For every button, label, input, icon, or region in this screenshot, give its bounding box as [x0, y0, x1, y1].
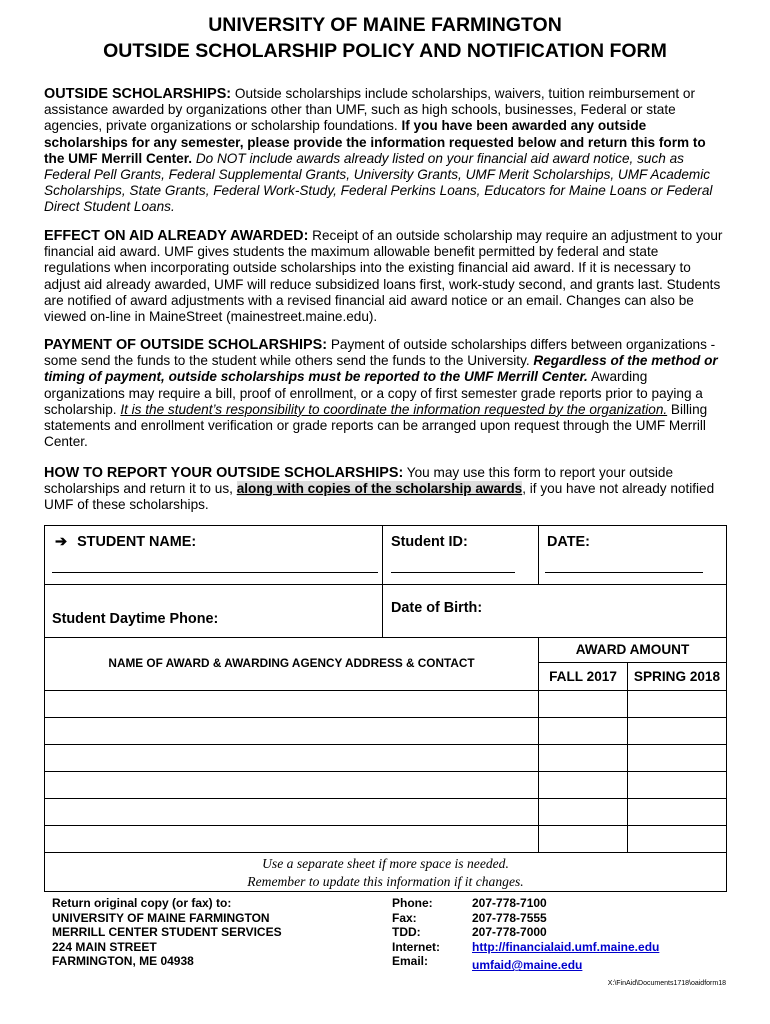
daytime-phone-label: Student Daytime Phone: — [52, 611, 219, 627]
student-name-label: STUDENT NAME: — [77, 534, 197, 550]
student-id-cell[interactable] — [383, 526, 539, 585]
contact-values — [472, 896, 659, 973]
spring-amount-input[interactable] — [628, 772, 727, 799]
address-line: MERRILL CENTER STUDENT SERVICES — [52, 925, 282, 940]
payment-italic-underline: It is the student’s responsibility to coordinate the information requested by the organization. — [120, 401, 668, 417]
spring-amount-input[interactable] — [628, 718, 727, 745]
form-note-cell — [45, 853, 727, 892]
email-link[interactable]: umfaid@maine.edu — [472, 958, 583, 973]
outside-heading: OUTSIDE SCHOLARSHIPS: — [44, 86, 232, 102]
title-line-2: OUTSIDE SCHOLARSHIP POLICY AND NOTIFICATION FORM — [103, 40, 667, 62]
section-effect-on-aid — [44, 228, 726, 325]
spring-amount-input[interactable] — [628, 799, 727, 826]
fax-value: 207-778-7555 — [472, 910, 547, 925]
fall-header: FALL 2017 — [539, 663, 628, 691]
dob-cell[interactable] — [383, 585, 727, 638]
note-separate-sheet: Use a separate sheet if more space is needed. — [262, 856, 509, 871]
student-id-line[interactable] — [391, 572, 515, 573]
address-line: Return original copy (or fax) to: — [52, 896, 232, 910]
internet-label: Internet: — [392, 939, 440, 954]
phone-label: Phone: — [392, 896, 433, 910]
payment-text-1: Payment of outside scholarships differs between organizations - some send the funds to the student while others send the funds to the University. — [44, 337, 716, 369]
arrow-icon: ➔ — [55, 534, 68, 550]
award-name-input[interactable] — [45, 799, 539, 826]
document-path: X:\FinAid\Documents1718\oaidform18 — [607, 980, 726, 987]
award-row — [45, 799, 727, 826]
award-name-input[interactable] — [45, 718, 539, 745]
award-name-input[interactable] — [45, 826, 539, 853]
payment-text-2: Awarding organizations may require a bill, proof of enrollment, or a copy of first semester grade reports prior to paying a scholarship. — [44, 369, 703, 417]
tdd-value: 207-778-7000 — [472, 925, 547, 940]
spring-amount-input[interactable] — [628, 826, 727, 853]
award-name-input[interactable] — [45, 745, 539, 772]
section-outside-scholarships — [44, 86, 726, 216]
contact-labels — [392, 896, 440, 969]
address-line: FARMINGTON, ME 04938 — [52, 954, 194, 969]
award-name-header-cell — [45, 638, 539, 691]
student-id-label: Student ID: — [391, 534, 468, 550]
award-row — [45, 718, 727, 745]
payment-heading: PAYMENT OF OUTSIDE SCHOLARSHIPS: — [44, 337, 328, 353]
title-line-1: UNIVERSITY OF MAINE FARMINGTON — [208, 14, 562, 36]
award-row — [45, 691, 727, 718]
spring-amount-input[interactable] — [628, 745, 727, 772]
howto-highlight: along with copies of the scholarship awards — [236, 481, 523, 497]
award-name-input[interactable] — [45, 691, 539, 718]
internet-link[interactable]: http://financialaid.umf.maine.edu — [472, 939, 660, 954]
outside-text: Outside scholarships include scholarships, waivers, tuition reimbursement or assistance awarded by organizations other than UMF, such as high schools, businesses, Federal or state agencies, private organizations or scholarship foundations. — [44, 86, 695, 134]
outside-italic: Do NOT include awards already listed on your financial aid award notice, such as Federal Pell Grants, Federal Supplemental Grants, University Grants, UMF Merit Scholarships, UMF Academic Scholarships, State Grants, Federal Work-Study, Federal Perkins Loans, Educators for Maine Loans or Federal Direct Student Loans. — [44, 150, 713, 215]
email-label: Email: — [392, 954, 429, 969]
payment-bold-italic: Regardless of the method or timing of payment, outside scholarships must be reported to the UMF Merrill Center. — [44, 353, 718, 385]
effect-text: Receipt of an outside scholarship may require an adjustment to your financial aid award. UMF gives students the maximum allowable benefit permitted by federal and state regulations when incorporating outside scholarships into the existing financial aid award. If it is necessary to adjust aid already awarded, UMF will reduce subsidized loans first, work-study second, and grants last. Students are notified of award adjustments with a revised financial aid award notice or an email. Changes can also be viewed on-line in MaineStreet (mainestreet.maine.edu). — [44, 228, 723, 325]
dob-label: Date of Birth: — [391, 600, 483, 616]
date-cell[interactable] — [539, 526, 727, 585]
return-address — [52, 896, 282, 969]
section-payment — [44, 337, 726, 450]
spring-amount-input[interactable] — [628, 691, 727, 718]
student-name-line[interactable] — [52, 572, 378, 573]
award-name-input[interactable] — [45, 772, 539, 799]
section-how-to-report — [44, 465, 726, 514]
spring-header: SPRING 2018 — [628, 663, 727, 691]
award-name-header: NAME OF AWARD & AWARDING AGENCY ADDRESS & CONTACT — [108, 656, 475, 670]
award-row — [45, 772, 727, 799]
fall-amount-input[interactable] — [539, 691, 628, 718]
award-row — [45, 826, 727, 853]
date-label: DATE: — [547, 534, 590, 550]
phone-value: 207-778-7100 — [472, 896, 547, 910]
fall-amount-input[interactable] — [539, 826, 628, 853]
payment-text-3: Billing statements and enrollment verification or grade reports can be arranged upon request through the UMF Merrill Center. — [44, 401, 708, 450]
tdd-label: TDD: — [392, 925, 421, 940]
award-row — [45, 745, 727, 772]
howto-text-1: You may use this form to report your outside scholarships and return it to us, — [44, 465, 674, 497]
note-update-info: Remember to update this information if it changes. — [247, 874, 524, 889]
fax-label: Fax: — [392, 910, 417, 925]
fall-amount-input[interactable] — [539, 772, 628, 799]
address-line: 224 MAIN STREET — [52, 939, 157, 954]
howto-text-2: , if you have not already notified UMF of these scholarships. — [44, 481, 715, 513]
fall-amount-input[interactable] — [539, 745, 628, 772]
scholarship-form-table — [44, 525, 727, 892]
fall-amount-input[interactable] — [539, 718, 628, 745]
fall-amount-input[interactable] — [539, 799, 628, 826]
date-line[interactable] — [545, 572, 703, 573]
student-name-cell[interactable] — [45, 526, 383, 585]
award-amount-header: AWARD AMOUNT — [539, 638, 727, 663]
effect-heading: EFFECT ON AID ALREADY AWARDED: — [44, 228, 309, 244]
howto-heading: HOW TO REPORT YOUR OUTSIDE SCHOLARSHIPS: — [44, 465, 404, 481]
daytime-phone-cell[interactable] — [45, 585, 383, 638]
address-line: UNIVERSITY OF MAINE FARMINGTON — [52, 910, 270, 925]
outside-bold: If you have been awarded any outside scholarships for any semester, please provide the information requested below and return this form to the UMF Merrill Center. — [44, 118, 706, 166]
